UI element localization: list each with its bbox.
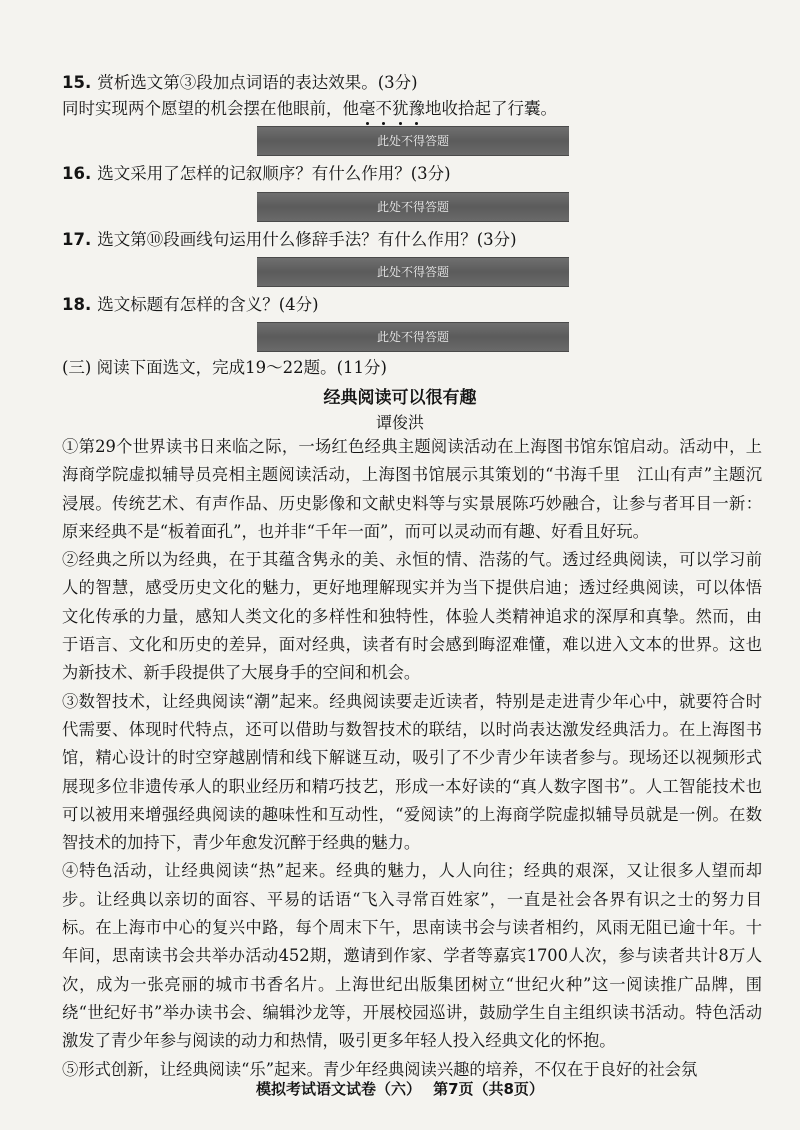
question-text: 选文标题有怎样的含义？(4分) — [97, 295, 319, 314]
question-17 — [62, 229, 517, 251]
no-answer-zone: 此处不得答题 — [257, 257, 569, 287]
page-footer — [0, 1078, 800, 1099]
question-text: 选文第⑩段画线句运用什么修辞手法？有什么作用？(3分) — [97, 230, 517, 249]
question-number: 15. — [62, 73, 92, 92]
question-16 — [62, 163, 451, 185]
sentence-before: 同时实现两个愿望的机会摆在他眼前，他 — [62, 99, 359, 118]
dotted-char: 不 — [376, 99, 393, 118]
question-18 — [62, 294, 319, 316]
q15-quoted-sentence — [62, 98, 557, 120]
paragraph-4: ④特色活动，让经典阅读“热”起来。经典的魅力，人人向往；经典的艰深，又让很多人望而却步。让经典以亲切的面容、平易的话语“飞入寻常百姓家”，一直是社会各界有识之士的努力目标。在上海市中心的复兴中路，每个周末下午，思南读书会与读者相约，风雨无阻已逾十年。十年间，思南读书会共举办活动452期，邀请到作家、学者等嘉宾1700人次，参与读者共计8万人次，成为一张亮丽的城市书香名片。上海世纪出版集团树立“世纪火种”这一阅读推广品牌，围绕“世纪好书”举办读书会、编辑沙龙等，开展校园巡讲，鼓励学生自主组织读书活动。特色活动激发了青少年参与阅读的动力和热情，吸引更多年轻人投入经典文化的怀抱。 — [62, 861, 762, 1051]
paragraph-3: ③数智技术，让经典阅读“潮”起来。经典阅读要走近读者，特别是走进青少年心中，就要符合时代需要、体现时代特点，还可以借助与数智技术的联结，以时尚表达激发经典活力。在上海图书馆，精心设计的时空穿越剧情和线下解谜互动，吸引了不少青少年读者参与。现场还以视频形式展现多位非遗传承人的职业经历和精巧技艺，形成一本好读的“真人数字图书”。人工智能技术也可以被用来增强经典阅读的趣味性和互动性，“爱阅读”的上海商学院虚拟辅导员就是一例。在数智技术的加持下，青少年愈发沉醉于经典的魅力。 — [62, 691, 762, 853]
question-text: 赏析选文第③段加点词语的表达效果。(3分) — [97, 73, 418, 92]
section-heading: (三) 阅读下面选文，完成19～22题。(11分) — [62, 358, 387, 377]
paragraph-5: ⑤形式创新，让经典阅读“乐”起来。青少年经典阅读兴趣的培养，不仅在于良好的社会氛 — [62, 1059, 698, 1079]
dotted-char: 犹 — [392, 99, 409, 118]
question-number: 16. — [62, 164, 92, 183]
page-number: 第7页（共8页） — [433, 1080, 544, 1098]
question-number: 17. — [62, 230, 92, 249]
sentence-after: 地收拾起了行囊。 — [425, 99, 557, 118]
exam-name: 模拟考试语文试卷（六） — [256, 1080, 422, 1098]
dotted-char: 豫 — [409, 99, 426, 118]
no-answer-zone: 此处不得答题 — [257, 126, 569, 156]
dotted-char: 毫 — [359, 99, 376, 118]
paragraph-1: ①第29个世界读书日来临之际，一场红色经典主题阅读活动在上海图书馆东馆启动。活动中，上海商学院虚拟辅导员亮相主题阅读活动，上海图书馆展示其策划的“书海千里 江山有声”主题沉浸展。传统艺术、有声作品、历史影像和文献史料等与实景展陈巧妙融合，让参与者耳目一新：原来经典不是“板着面孔”，也并非“千年一面”，而可以灵动而有趣、好看且好玩。 — [62, 437, 762, 541]
question-text: 选文采用了怎样的记叙顺序？有什么作用？(3分) — [97, 164, 451, 183]
no-answer-zone: 此处不得答题 — [257, 322, 569, 352]
question-15 — [62, 72, 418, 94]
article-body — [62, 433, 762, 1084]
paragraph-2: ②经典之所以为经典，在于其蕴含隽永的美、永恒的情、浩荡的气。透过经典阅读，可以学习前人的智慧，感受历史文化的魅力，更好地理解现实并为当下提供启迪；透过经典阅读，可以体悟文化传承的力量，感知人类文化的多样性和独特性，体验人类精神追求的深厚和真挚。然而，由于语言、文化和历史的差异，面对经典，读者有时会感到晦涩难懂，难以进入文本的世界。这也为新技术、新手段提供了大展身手的空间和机会。 — [62, 550, 762, 683]
article-author: 谭俊洪 — [375, 413, 424, 432]
question-number: 18. — [62, 295, 92, 314]
no-answer-zone: 此处不得答题 — [257, 192, 569, 222]
article-title: 经典阅读可以很有趣 — [323, 388, 477, 408]
